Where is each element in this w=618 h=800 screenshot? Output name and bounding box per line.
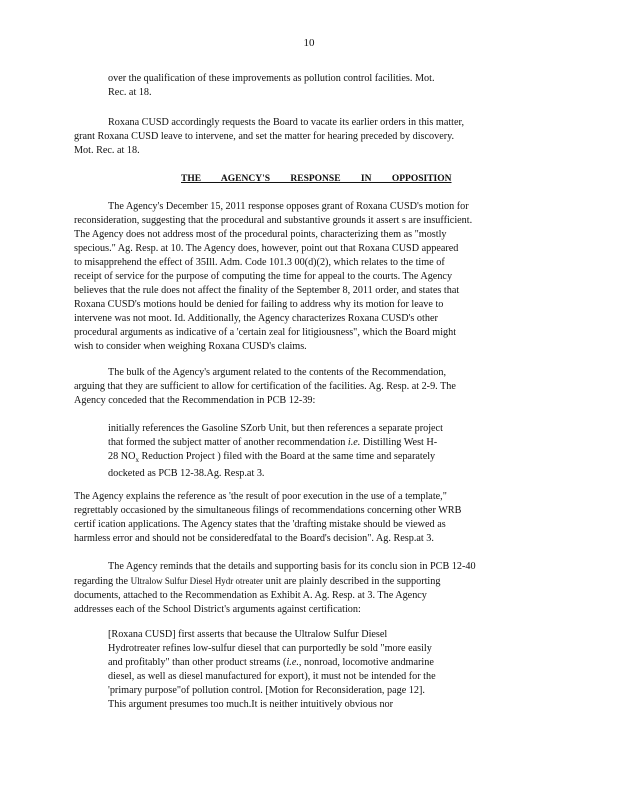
text-line: reconsideration, suggesting that the procedural and substantive grounds it assert s are insufficient. bbox=[74, 215, 473, 226]
text-segment: unit are plainly described in the supporting bbox=[263, 576, 441, 587]
text-line: docketed as PCB 12-38.Ag. Resp.at 3. bbox=[108, 468, 265, 480]
text-line: documents, attached to the Recommendation as Exhibit A. Ag. Resp. at 3. The Agency bbox=[74, 590, 427, 601]
text-line bbox=[108, 450, 508, 467]
text-segment: that formed the subject matter of another recommendation bbox=[108, 437, 348, 448]
text-line: Mot. Rec. at 18. bbox=[74, 145, 140, 156]
italic-abbreviation: i.e. bbox=[347, 437, 361, 448]
text-line: certif ication applications. The Agency states that the 'drafting mistake should be viewed as bbox=[74, 519, 446, 530]
text-line: believes that the rule does not affect the finality of the September 8, 2011 order, and states that bbox=[74, 285, 460, 296]
text-line: specious." Ag. Resp. at 10. The Agency does, however, point out that Roxana CUSD appeared bbox=[74, 243, 459, 254]
text-line: procedural arguments as indicative of a 'certain zeal for litigiousness", which the Board might bbox=[74, 327, 457, 338]
text-line: The Agency does not address most of the procedural points, characterizing them as "mostly bbox=[74, 229, 447, 240]
text-line: harmless error and should not be consideredfatal to the Board's decision". Ag. Resp.at 3. bbox=[74, 533, 434, 544]
paragraph-explains bbox=[74, 490, 526, 546]
text-line bbox=[74, 574, 526, 589]
text-line: Roxana CUSD's motions hould be denied for failing to address why its motion for leave to bbox=[74, 299, 444, 310]
text-line: regrettably occasioned by the simultaneous filings of recommendations concerning other WRB bbox=[74, 505, 462, 516]
unit-name: Ultralow Sulfur Diesel Hydr otreater bbox=[130, 576, 264, 586]
text-segment: 28 NO bbox=[108, 451, 136, 462]
italic-abbreviation: i.e. bbox=[286, 657, 299, 668]
text-segment: regarding the bbox=[74, 576, 131, 587]
text-line: addresses each of the School District's arguments against certification: bbox=[74, 604, 361, 615]
text-line: The Agency explains the reference as 'the result of poor execution in the use of a template," bbox=[74, 491, 447, 502]
block-quote bbox=[108, 628, 508, 712]
text-segment: and profitably" than other product streams ( bbox=[108, 657, 287, 668]
section-heading: THE AGENCY'S RESPONSE IN OPPOSITION bbox=[181, 174, 452, 184]
text-line: The bulk of the Agency's argument related to the contents of the Recommendation, bbox=[108, 367, 447, 378]
text-line: grant Roxana CUSD leave to intervene, and set the matter for hearing preceded by discovery. bbox=[74, 131, 455, 142]
text-line: [Roxana CUSD] first asserts that because the Ultralow Sulfur Diesel bbox=[108, 629, 388, 640]
paragraph-continuation bbox=[108, 72, 508, 100]
text-line: initially references the Gasoline SZorb Unit, but then references a separate project bbox=[108, 423, 443, 434]
text-line: intervene was not moot. Id. Additionally, the Agency characterizes Roxana CUSD's other bbox=[74, 313, 438, 324]
text-segment: Reduction Project ) filed with the Board at the same time and separately bbox=[138, 451, 436, 462]
text-line: wish to consider when weighing Roxana CUSD's claims. bbox=[74, 341, 307, 352]
text-line bbox=[108, 656, 508, 670]
text-segment: , nonroad, locomotive andmarine bbox=[298, 657, 434, 668]
text-line: The Agency reminds that the details and supporting basis for its conclu sion in PCB 12-40 bbox=[108, 561, 476, 572]
text-line: The Agency's December 15, 2011 response opposes grant of Roxana CUSD's motion for bbox=[108, 201, 469, 212]
text-line bbox=[108, 436, 508, 450]
text-line: This argument presumes too much.It is neither intuitively obvious nor bbox=[108, 699, 394, 710]
page-number: 10 bbox=[303, 37, 315, 49]
paragraph-reminds bbox=[74, 560, 526, 617]
block-quote bbox=[108, 422, 508, 481]
text-line: diesel, as well as diesel manufactured for export), it must not be intended for the bbox=[108, 671, 436, 682]
subscript: x bbox=[135, 456, 139, 465]
text-line: Hydrotreater refines low-sulfur diesel that can purportedly be sold "more easily bbox=[108, 643, 432, 654]
text-segment: Distilling West H- bbox=[360, 437, 438, 448]
paragraph-agency-response bbox=[74, 200, 526, 354]
text-line: over the qualification of these improvements as pollution control facilities. Mot. bbox=[108, 73, 435, 84]
text-line: to misapprehend the effect of 35Ill. Adm. Code 101.3 00(d)(2), which relates to the time of bbox=[74, 257, 445, 268]
text-line: Rec. at 18. bbox=[108, 87, 152, 98]
text-line: Agency conceded that the Recommendation in PCB 12-39: bbox=[74, 395, 316, 406]
paragraph-bulk bbox=[74, 366, 526, 408]
text-line: 'primary purpose"of pollution control. [Motion for Reconsideration, page 12]. bbox=[108, 685, 425, 696]
text-line: receipt of service for the purpose of computing the time for appeal to the courts. The Agency bbox=[74, 271, 453, 282]
paragraph-request bbox=[74, 116, 526, 158]
text-line: arguing that they are sufficient to allow for certification of the facilities. Ag. Resp. at 2-9. The bbox=[74, 381, 456, 392]
text-line: Roxana CUSD accordingly requests the Board to vacate its earlier orders in this matter, bbox=[108, 117, 465, 128]
